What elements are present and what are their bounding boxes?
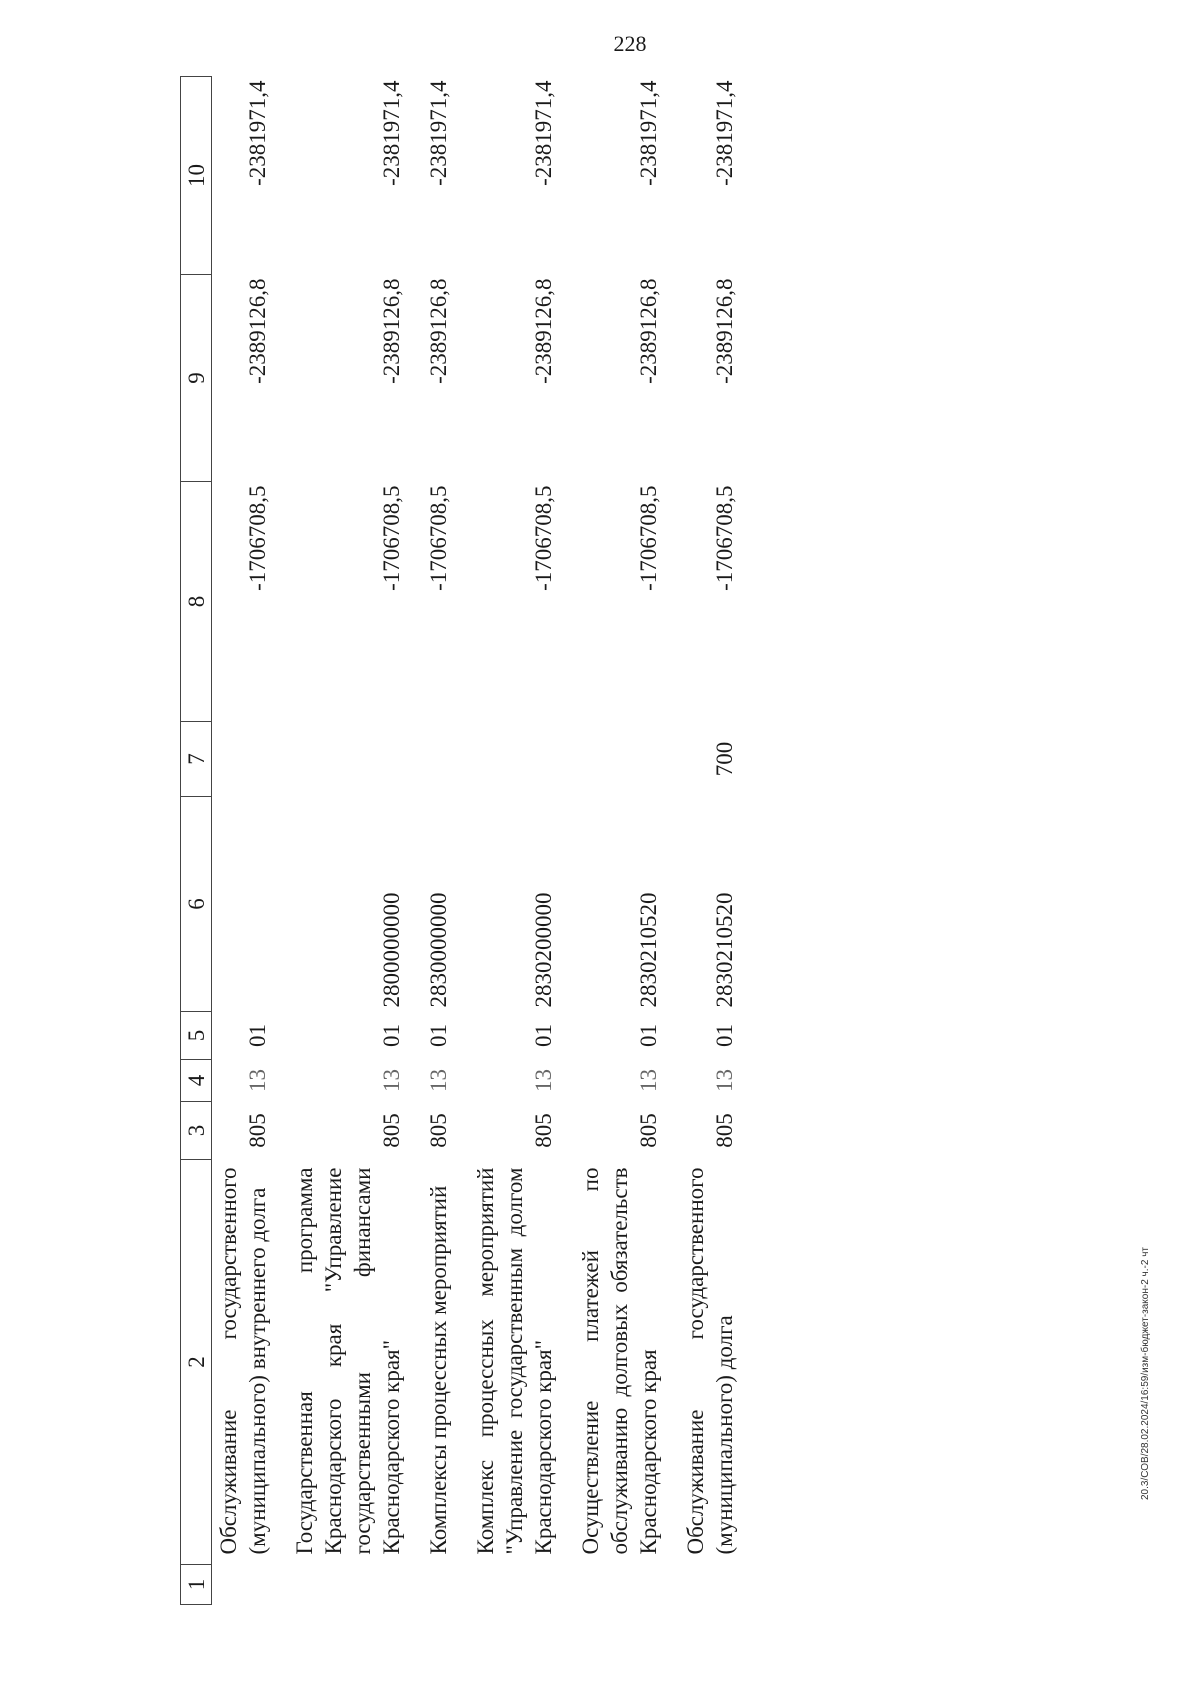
cell-col7 (558, 722, 663, 797)
cell-col10: -2381971,4 (379, 80, 404, 186)
header-col-2: 2 (181, 1160, 212, 1565)
cell-col10: -2381971,4 (426, 80, 451, 186)
cell-col3: 805 (531, 1113, 556, 1148)
cell-col3: 805 (245, 1113, 270, 1148)
cell-col4: 13 (426, 1069, 451, 1092)
cell-col9: -2389126,8 (426, 278, 451, 384)
cell-col1 (558, 1565, 663, 1605)
cell-col7 (453, 722, 558, 797)
cell-col3: 805 (636, 1113, 661, 1148)
header-col-4: 4 (181, 1060, 212, 1102)
header-col-5: 5 (181, 1012, 212, 1060)
header-col-3: 3 (181, 1102, 212, 1160)
cell-col8: -1706708,5 (426, 485, 451, 591)
cell-col9: -2389126,8 (636, 278, 661, 384)
header-col-8: 8 (181, 482, 212, 722)
cell-col3: 805 (379, 1113, 404, 1148)
cell-col8: -1706708,5 (379, 485, 404, 591)
table-row (558, 77, 663, 1605)
cell-col7 (272, 722, 406, 797)
cell-col9: -2389126,8 (712, 278, 737, 384)
cell-col6: 2830200000 (531, 892, 556, 1008)
cell-col6 (212, 797, 273, 1012)
cell-col3: 805 (712, 1113, 737, 1148)
cell-col8: -1706708,5 (712, 485, 737, 591)
rotated-table-sheet (180, 77, 980, 1605)
cell-col7 (212, 722, 273, 797)
cell-col8: -1706708,5 (245, 485, 270, 591)
table-row (406, 77, 453, 1605)
cell-col10: -2381971,4 (245, 80, 270, 186)
cell-col5: 01 (636, 1024, 661, 1047)
cell-name: Осуществление платежей по обслуживанию долговых обязательств Краснодарского края (578, 1167, 661, 1555)
cell-col3: 805 (426, 1113, 451, 1148)
cell-col10: -2381971,4 (636, 80, 661, 186)
cell-col6: 2800000000 (379, 892, 404, 1008)
header-row (181, 77, 212, 1605)
header-col-7: 7 (181, 722, 212, 797)
table-body (212, 77, 740, 1605)
cell-col7 (406, 722, 453, 797)
table-row (272, 77, 406, 1605)
cell-col5: 01 (245, 1024, 270, 1047)
cell-col4: 13 (712, 1069, 737, 1092)
table-row (453, 77, 558, 1605)
table-row (663, 77, 739, 1605)
cell-name: Комплексы процессных мероприятий (426, 1185, 451, 1555)
cell-col8: -1706708,5 (636, 485, 661, 591)
cell-col4: 13 (379, 1069, 404, 1092)
cell-name: Комплекс процессных мероприятий "Управление государственным долгом Краснодарского края" (473, 1167, 556, 1555)
budget-table (180, 76, 739, 1605)
cell-col4: 13 (245, 1069, 270, 1092)
cell-col1 (663, 1565, 739, 1605)
cell-col10: -2381971,4 (531, 80, 556, 186)
cell-col8: -1706708,5 (531, 485, 556, 591)
cell-col1 (272, 1565, 406, 1605)
header-col-10: 10 (181, 77, 212, 275)
cell-col5: 01 (426, 1024, 451, 1047)
cell-col6: 2830000000 (426, 892, 451, 1008)
cell-name: Обслуживание государственного (муниципального) внутреннего долга (216, 1167, 270, 1555)
cell-col6: 2830210520 (636, 892, 661, 1008)
cell-col5: 01 (712, 1024, 737, 1047)
cell-col4: 13 (531, 1069, 556, 1092)
header-col-9: 9 (181, 275, 212, 482)
cell-col9: -2389126,8 (531, 278, 556, 384)
cell-col5: 01 (379, 1024, 404, 1047)
table-row (212, 77, 273, 1605)
document-footer: 20.3/СОВ/28.02.2024/16:59/изм-бюджет-закон-2 ч.-2 чт (1140, 1247, 1151, 1500)
cell-col1 (406, 1565, 453, 1605)
page-number: 228 (613, 31, 647, 56)
cell-col9: -2389126,8 (245, 278, 270, 384)
cell-col9: -2389126,8 (379, 278, 404, 384)
cell-col1 (212, 1565, 273, 1605)
cell-col10: -2381971,4 (712, 80, 737, 186)
cell-col4: 13 (636, 1069, 661, 1092)
cell-col6: 2830210520 (712, 892, 737, 1008)
table-header (181, 77, 212, 1605)
header-col-6: 6 (181, 797, 212, 1012)
cell-name: Государственная программа Краснодарского края "Управление государственными финансами Краснодарского края" (292, 1167, 404, 1555)
header-col-1: 1 (181, 1565, 212, 1605)
cell-name: Обслуживание государственного (муниципального) долга (683, 1167, 737, 1555)
cell-col1 (453, 1565, 558, 1605)
cell-col7: 700 (712, 741, 737, 777)
cell-col5: 01 (531, 1024, 556, 1047)
